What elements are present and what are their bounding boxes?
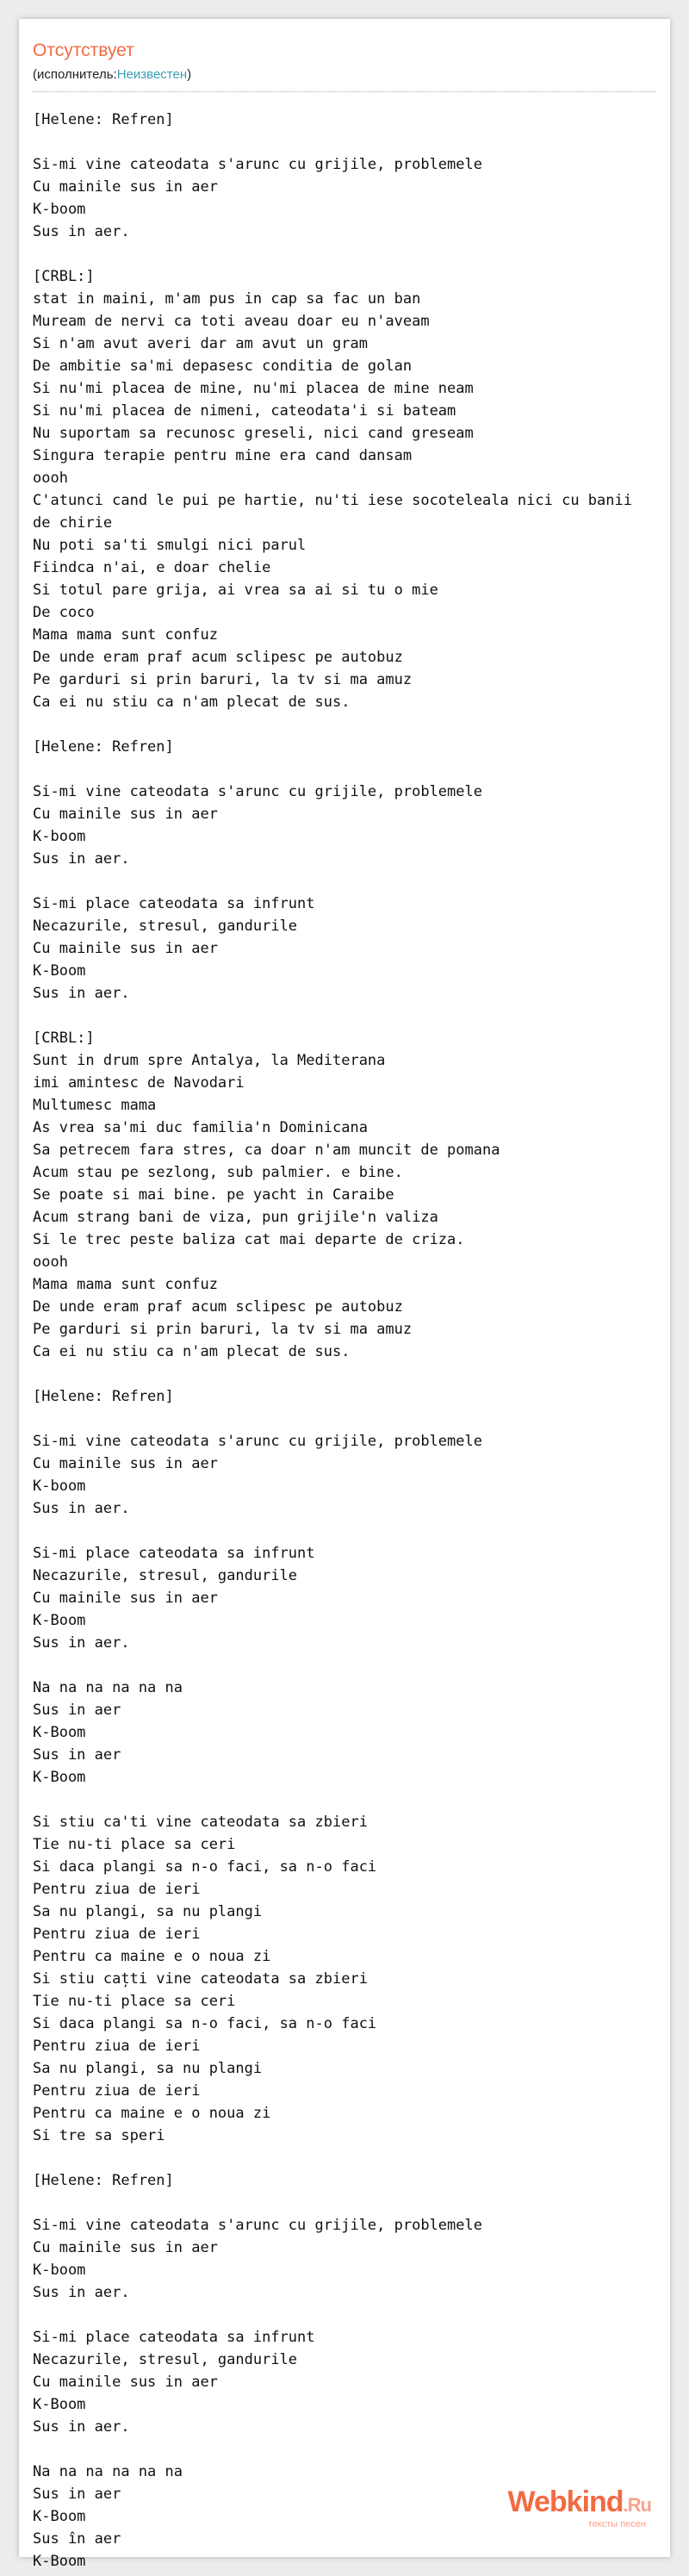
watermark-tld: .Ru (623, 2494, 651, 2516)
header-divider (33, 91, 656, 92)
site-watermark[interactable] (508, 2486, 652, 2529)
lyrics-text: [Helene: Refren] Si-mi vine cateodata s'arunc cu grijile, problemele Cu mainile sus in aer K-boom Sus in aer. [CRBL:] stat in maini, m'am pus in cap sa fac un ban Muream de nervi ca toti aveau doar eu n'aveam Si n'am avut averi dar am avut un gram De ambitie sa'mi depasesc conditia de golan Si nu'mi placea de mine, nu'mi placea de mine neam Si nu'mi placea de nimeni, cateodata'i si bateam Nu suportam sa recunosc greseli, nici cand greseam Singura terapie pentru mine era cand dansam oooh C'atunci cand le pui pe hartie, nu'ti iese socoteleala nici cu banii de chirie Nu poti sa'ti smulgi nici parul Fiindca n'ai, e doar chelie Si totul pare grija, ai vrea sa ai si tu o mie De coco Mama mama sunt confuz De unde eram praf acum sclipesc pe autobuz Pe garduri si prin baruri, la tv si ma amuz Ca ei nu stiu ca n'am plecat de sus. [Helene: Refren] Si-mi vine cateodata s'arunc cu grijile, problemele Cu mainile sus in aer K-boom Sus in aer. Si-mi place cateodata sa infrunt Necazurile, stresul, gandurile Cu mainile sus in aer K-Boom Sus in aer. [CRBL:] Sunt in drum spre Antalya, la Mediterana imi amintesc de Navodari Multumesc mama As vrea sa'mi duc familia'n Dominicana Sa petrecem fara stres, ca doar n'am muncit de pomana Acum stau pe sezlong, sub palmier. e bine. Se poate si mai bine. pe yacht in Caraibe Acum strang bani de viza, pun grijile'n valiza Si le trec peste baliza cat mai departe de criza. oooh Mama mama sunt confuz De unde eram praf acum sclipesc pe autobuz Pe garduri si prin baruri, la tv si ma amuz Ca ei nu stiu ca n'am plecat de sus. [Helene: Refren] Si-mi vine cateodata s'arunc cu grijile, problemele Cu mainile sus in aer K-boom Sus in aer. Si-mi place cateodata sa infrunt Necazurile, stresul, gandurile Cu mainile sus in aer K-Boom Sus in aer. Na na na na na na Sus in aer K-Boom Sus in aer K-Boom Si stiu ca'ti vine cateodata sa zbieri Tie nu-ti place sa ceri Si daca plangi sa n-o faci, sa n-o faci Pentru ziua de ieri Sa nu plangi, sa nu plangi Pentru ziua de ieri Pentru ca maine e o noua zi Si stiu cațti vine cateodata sa zbieri Tie nu-ti place sa ceri Si daca plangi sa n-o faci, sa n-o faci Pentru ziua de ieri Sa nu plangi, sa nu plangi Pentru ziua de ieri Pentru ca maine e o noua zi Si tre sa speri [Helene: Refren] Si-mi vine cateodata s'arunc cu grijile, problemele Cu mainile sus in aer K-boom Sus in aer. Si-mi place cateodata sa infrunt Necazurile, stresul, gandurile Cu mainile sus in aer K-Boom Sus in aer. Na na na na na na Sus in aer K-Boom Sus în aer K-Boom (33, 111, 632, 2570)
page-container (19, 19, 670, 2570)
watermark-brand: Webkind (507, 2486, 624, 2518)
performer-line (33, 66, 191, 84)
performer-link[interactable]: Неизвестен (116, 67, 188, 82)
watermark-tagline: тексты песен (587, 2519, 646, 2529)
performer-prefix: (исполнитель: (33, 67, 117, 82)
performer-suffix: ) (187, 67, 192, 82)
song-title: Отсутствует (33, 40, 134, 60)
watermark-logo (508, 2486, 652, 2521)
